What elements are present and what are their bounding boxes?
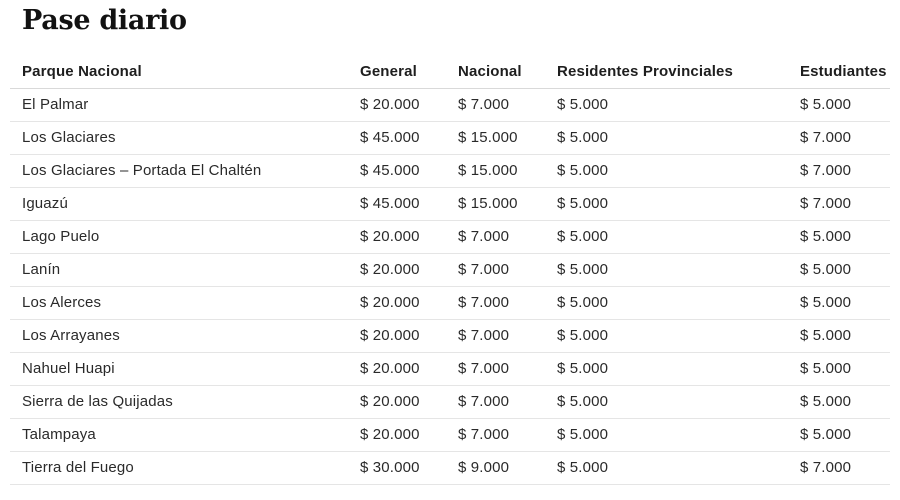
column-header-nacional: Nacional <box>458 56 557 88</box>
table-row <box>10 88 890 121</box>
park-name-cell: Tierra del Fuego <box>10 451 360 484</box>
park-name-cell: Lago Puelo <box>10 220 360 253</box>
residentes-provinciales-price-cell: $ 5.000 <box>557 451 800 484</box>
general-price-cell: $ 20.000 <box>360 385 458 418</box>
park-name-cell: Sierra de las Quijadas <box>10 385 360 418</box>
general-price-cell: $ 20.000 <box>360 352 458 385</box>
residentes-provinciales-price-cell: $ 5.000 <box>557 319 800 352</box>
column-header-general: General <box>360 56 458 88</box>
park-name-cell: Lanín <box>10 253 360 286</box>
park-name-cell: Los Alerces <box>10 286 360 319</box>
park-name-cell: Los Arrayanes <box>10 319 360 352</box>
residentes-provinciales-price-cell: $ 5.000 <box>557 418 800 451</box>
estudiantes-price-cell: $ 5.000 <box>800 220 890 253</box>
nacional-price-cell: $ 7.000 <box>458 352 557 385</box>
residentes-provinciales-price-cell: $ 5.000 <box>557 121 800 154</box>
general-price-cell: $ 20.000 <box>360 253 458 286</box>
column-header-estudiantes: Estudiantes <box>800 56 890 88</box>
general-price-cell: $ 20.000 <box>360 88 458 121</box>
park-name-cell: El Palmar <box>10 88 360 121</box>
table-row <box>10 418 890 451</box>
table-row <box>10 154 890 187</box>
estudiantes-price-cell: $ 5.000 <box>800 319 890 352</box>
general-price-cell: $ 20.000 <box>360 286 458 319</box>
estudiantes-price-cell: $ 5.000 <box>800 88 890 121</box>
table-row <box>10 352 890 385</box>
nacional-price-cell: $ 9.000 <box>458 451 557 484</box>
nacional-price-cell: $ 15.000 <box>458 154 557 187</box>
nacional-price-cell: $ 7.000 <box>458 385 557 418</box>
table-row <box>10 286 890 319</box>
residentes-provinciales-price-cell: $ 5.000 <box>557 286 800 319</box>
column-header-parque-nacional: Parque Nacional <box>10 56 360 88</box>
nacional-price-cell: $ 7.000 <box>458 88 557 121</box>
park-name-cell: Talampaya <box>10 418 360 451</box>
estudiantes-price-cell: $ 7.000 <box>800 154 890 187</box>
page-title: Pase diario <box>22 5 187 36</box>
table-row <box>10 385 890 418</box>
estudiantes-price-cell: $ 7.000 <box>800 187 890 220</box>
general-price-cell: $ 45.000 <box>360 154 458 187</box>
residentes-provinciales-price-cell: $ 5.000 <box>557 187 800 220</box>
nacional-price-cell: $ 7.000 <box>458 418 557 451</box>
nacional-price-cell: $ 15.000 <box>458 187 557 220</box>
estudiantes-price-cell: $ 7.000 <box>800 451 890 484</box>
table-row <box>10 220 890 253</box>
table-header <box>10 56 890 88</box>
residentes-provinciales-price-cell: $ 5.000 <box>557 385 800 418</box>
general-price-cell: $ 20.000 <box>360 220 458 253</box>
estudiantes-price-cell: $ 7.000 <box>800 121 890 154</box>
general-price-cell: $ 45.000 <box>360 121 458 154</box>
nacional-price-cell: $ 15.000 <box>458 121 557 154</box>
estudiantes-price-cell: $ 5.000 <box>800 385 890 418</box>
estudiantes-price-cell: $ 5.000 <box>800 253 890 286</box>
general-price-cell: $ 30.000 <box>360 451 458 484</box>
estudiantes-price-cell: $ 5.000 <box>800 352 890 385</box>
residentes-provinciales-price-cell: $ 5.000 <box>557 253 800 286</box>
table-row <box>10 121 890 154</box>
estudiantes-price-cell: $ 5.000 <box>800 286 890 319</box>
column-header-residentes-provinciales: Residentes Provinciales <box>557 56 800 88</box>
table-row <box>10 187 890 220</box>
nacional-price-cell: $ 7.000 <box>458 253 557 286</box>
estudiantes-price-cell: $ 5.000 <box>800 418 890 451</box>
daily-pass-price-table <box>10 56 890 485</box>
residentes-provinciales-price-cell: $ 5.000 <box>557 154 800 187</box>
residentes-provinciales-price-cell: $ 5.000 <box>557 220 800 253</box>
park-name-cell: Los Glaciares <box>10 121 360 154</box>
residentes-provinciales-price-cell: $ 5.000 <box>557 352 800 385</box>
park-name-cell: Los Glaciares – Portada El Chaltén <box>10 154 360 187</box>
table-row <box>10 451 890 484</box>
general-price-cell: $ 45.000 <box>360 187 458 220</box>
table-row <box>10 319 890 352</box>
park-name-cell: Nahuel Huapi <box>10 352 360 385</box>
general-price-cell: $ 20.000 <box>360 319 458 352</box>
table-header-row <box>10 56 890 88</box>
nacional-price-cell: $ 7.000 <box>458 319 557 352</box>
nacional-price-cell: $ 7.000 <box>458 286 557 319</box>
residentes-provinciales-price-cell: $ 5.000 <box>557 88 800 121</box>
general-price-cell: $ 20.000 <box>360 418 458 451</box>
table-row <box>10 253 890 286</box>
park-name-cell: Iguazú <box>10 187 360 220</box>
nacional-price-cell: $ 7.000 <box>458 220 557 253</box>
table-body <box>10 88 890 484</box>
